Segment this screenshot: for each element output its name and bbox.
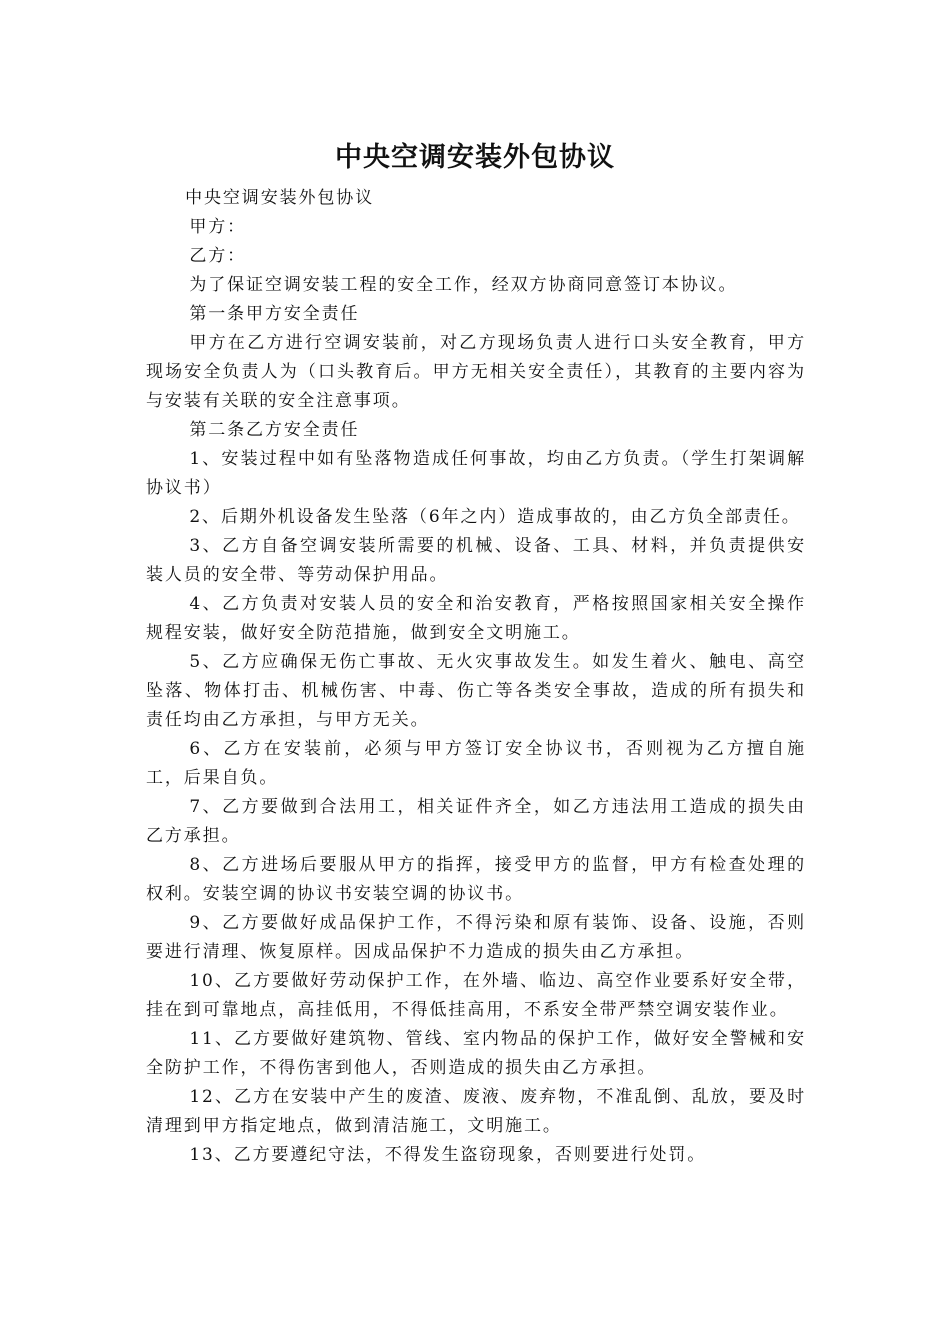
- document-subtitle: 中央空调安装外包协议: [185, 188, 375, 208]
- clause-item: 5、乙方应确保无伤亡事故、无火灾事故发生。如发生着火、触电、高空坠落、物体打击、机械伤害、中毒、伤亡等各类安全事故，造成的所有损失和责任均由乙方承担，与甲方无关。: [146, 652, 806, 730]
- party-b-line: 乙方：: [189, 246, 247, 266]
- clause-item: 3、乙方自备空调安装所需要的机械、设备、工具、材料，并负责提供安装人员的安全带、等劳动保护用品。: [146, 536, 806, 585]
- article-1-heading: 第一条甲方安全责任: [189, 304, 360, 324]
- clause-item: 13、乙方要遵纪守法，不得发生盗窃现象，否则要进行处罚。: [189, 1145, 707, 1165]
- clause-item: 8、乙方进场后要服从甲方的指挥，接受甲方的监督，甲方有检查处理的权利。安装空调的协议书安装空调的协议书。: [146, 855, 806, 904]
- clause-item: 2、后期外机设备发生坠落（6年之内）造成事故的，由乙方负全部责任。: [189, 507, 801, 527]
- clause-item: 9、乙方要做好成品保护工作，不得污染和原有装饰、设备、设施，否则要进行清理、恢复原样。因成品保护不力造成的损失由乙方承担。: [146, 913, 806, 962]
- clause-item: 6、乙方在安装前，必须与甲方签订安全协议书，否则视为乙方擅自施工，后果自负。: [146, 739, 806, 788]
- clause-item: 4、乙方负责对安装人员的安全和治安教育，严格按照国家相关安全操作规程安装，做好安全防范措施，做到安全文明施工。: [146, 594, 806, 643]
- article-2-heading: 第二条乙方安全责任: [189, 420, 360, 440]
- article-1-paragraph: 甲方在乙方进行空调安装前，对乙方现场负责人进行口头安全教育，甲方现场安全负责人为（口头教育后。甲方无相关安全责任），其教育的主要内容为与安装有关联的安全注意事项。: [146, 333, 806, 411]
- clause-item: 12、乙方在安装中产生的废渣、废液、废弃物，不准乱倒、乱放，要及时清理到甲方指定地点，做到清洁施工，文明施工。: [146, 1087, 806, 1136]
- clause-item: 1、安装过程中如有坠落物造成任何事故，均由乙方负责。（学生打架调解协议书）: [146, 449, 806, 498]
- party-a-line: 甲方：: [189, 217, 247, 237]
- preamble-paragraph: 为了保证空调安装工程的安全工作，经双方协商同意签订本协议。: [189, 275, 738, 295]
- clause-item: 10、乙方要做好劳动保护工作，在外墙、临边、高空作业要系好安全带，挂在到可靠地点，高挂低用，不得低挂高用，不系安全带严禁空调安装作业。: [146, 971, 806, 1020]
- document-title: 中央空调安装外包协议: [335, 142, 615, 173]
- document-body: [146, 184, 806, 1170]
- clause-item: 7、乙方要做到合法用工，相关证件齐全，如乙方违法用工造成的损失由乙方承担。: [146, 797, 806, 846]
- clause-item: 11、乙方要做好建筑物、管线、室内物品的保护工作，做好安全警械和安全防护工作，不得伤害到他人，否则造成的损失由乙方承担。: [146, 1029, 806, 1078]
